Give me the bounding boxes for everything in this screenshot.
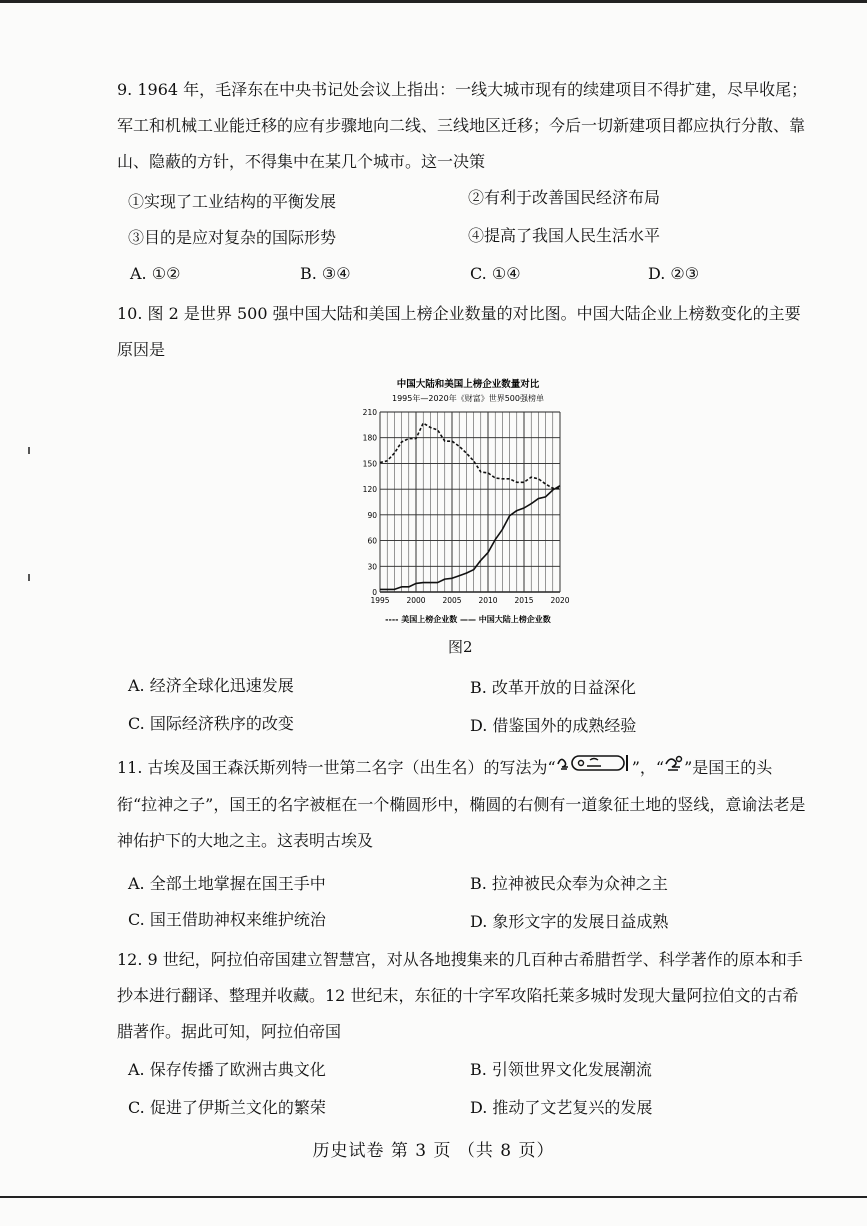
hieroglyph-cartouche-icon bbox=[556, 751, 632, 787]
series-line-us bbox=[380, 423, 560, 488]
q9-statement-4: ④提高了我国人民生活水平 bbox=[468, 226, 661, 245]
q9-stem: 9. 1964 年，毛泽东在中央书记处会议上指出：一线大城市现有的续建项目不得扩建，尽早收尾；军工和机械工业能迁移的应有步骤地向二线、三线地区迁移；今后一切新建项目都应执行分散、靠山、隐蔽的方针，不得集中在某几个城市。这一决策 bbox=[117, 80, 808, 171]
q11-option-c: C. 国王借助神权来维护统治 bbox=[128, 910, 326, 929]
q10-option-d: D. 借鉴国外的成熟经验 bbox=[470, 716, 637, 735]
chart-title: 中国大陆和美国上榜企业数量对比 bbox=[396, 379, 540, 390]
y-tick-label: 0 bbox=[372, 588, 377, 597]
y-tick-label: 90 bbox=[367, 510, 377, 520]
q11-stem-mid: ”，“ bbox=[631, 758, 665, 777]
x-tick-label: 2005 bbox=[442, 596, 462, 605]
chart-series bbox=[380, 423, 560, 589]
q9-option-b: B. ③④ bbox=[300, 264, 351, 283]
q9-option-a: A. ①② bbox=[130, 264, 181, 283]
q12-option-c: C. 促进了伊斯兰文化的繁荣 bbox=[128, 1098, 326, 1117]
y-tick-label: 60 bbox=[367, 536, 377, 546]
q11-option-b: B. 拉神被民众奉为众神之主 bbox=[470, 874, 668, 893]
figure-label: 图2 bbox=[448, 638, 473, 656]
y-tick-label: 150 bbox=[362, 459, 377, 469]
hieroglyph-son-of-ra-icon bbox=[664, 751, 684, 787]
q11-stem bbox=[117, 750, 812, 859]
q10-option-a: A. 经济全球化迅速发展 bbox=[128, 676, 294, 695]
margin-mark bbox=[28, 447, 30, 454]
q11-option-a: A. 全部土地掌握在国王手中 bbox=[128, 874, 326, 893]
y-tick-label: 30 bbox=[367, 562, 377, 572]
figure-2-chart bbox=[348, 376, 588, 624]
q11-option-d: D. 象形文字的发展日益成熟 bbox=[470, 912, 669, 931]
y-tick-label: 180 bbox=[362, 433, 377, 443]
y-tick-label: 120 bbox=[362, 485, 377, 495]
q9-option-d: D. ②③ bbox=[648, 264, 700, 283]
q10-option-b: B. 改革开放的日益深化 bbox=[470, 678, 636, 697]
q9-option-c: C. ①④ bbox=[470, 264, 521, 283]
x-tick-label: 2010 bbox=[478, 596, 498, 605]
bottom-border bbox=[0, 1196, 867, 1198]
q10-stem: 10. 图 2 是世界 500 强中国大陆和美国上榜企业数量的对比图。中国大陆企业上榜数变化的主要原因是 bbox=[117, 304, 801, 359]
q12-option-d: D. 推动了文艺复兴的发展 bbox=[470, 1098, 653, 1117]
x-tick-label: 1995 bbox=[370, 596, 390, 605]
page-footer: 历史试卷 第 3 页 （共 8 页） bbox=[312, 1141, 555, 1161]
margin-mark bbox=[28, 574, 30, 581]
x-tick-label: 2020 bbox=[550, 596, 570, 605]
q9-statement-3: ③目的是应对复杂的国际形势 bbox=[128, 228, 337, 247]
q10-option-c: C. 国际经济秩序的改变 bbox=[128, 714, 294, 733]
x-tick-label: 2015 bbox=[514, 596, 534, 605]
x-tick-label: 2000 bbox=[406, 596, 426, 605]
y-tick-label: 210 bbox=[362, 408, 377, 417]
q12-stem: 12. 9 世纪，阿拉伯帝国建立智慧宫，对从各地搜集来的几百种古希腊哲学、科学著作的原本和手抄本进行翻译、整理并收藏。12 世纪末，东征的十字军攻陷托莱多城时发现大量阿拉伯文的古希腊著作。据此可知，阿拉伯帝国 bbox=[117, 950, 803, 1041]
q9-statement-2: ②有利于改善国民经济布局 bbox=[468, 188, 661, 207]
series-line-china bbox=[380, 486, 560, 590]
q12-option-a: A. 保存传播了欧洲古典文化 bbox=[128, 1060, 326, 1079]
q11-stem-after: ”是国王的头衔“拉神之子”，国王的名字被框在一个椭圆形中，椭圆的右侧有一道象征土地的竖线，意谕法老是神佑护下的大地之主。这表明古埃及 bbox=[117, 758, 806, 850]
chart-legend: ---- 美国上榜企业数 —— 中国大陆上榜企业数 bbox=[385, 615, 551, 624]
top-border bbox=[0, 0, 867, 3]
q12-option-b: B. 引领世界文化发展潮流 bbox=[470, 1060, 652, 1079]
q11-stem-before: 11. 古埃及国王森沃斯列特一世第二名字（出生名）的写法为“ bbox=[117, 758, 556, 777]
chart-subtitle: 1995年—2020年《财富》世界500强榜单 bbox=[392, 394, 544, 403]
q9-statement-1: ①实现了工业结构的平衡发展 bbox=[128, 192, 337, 211]
